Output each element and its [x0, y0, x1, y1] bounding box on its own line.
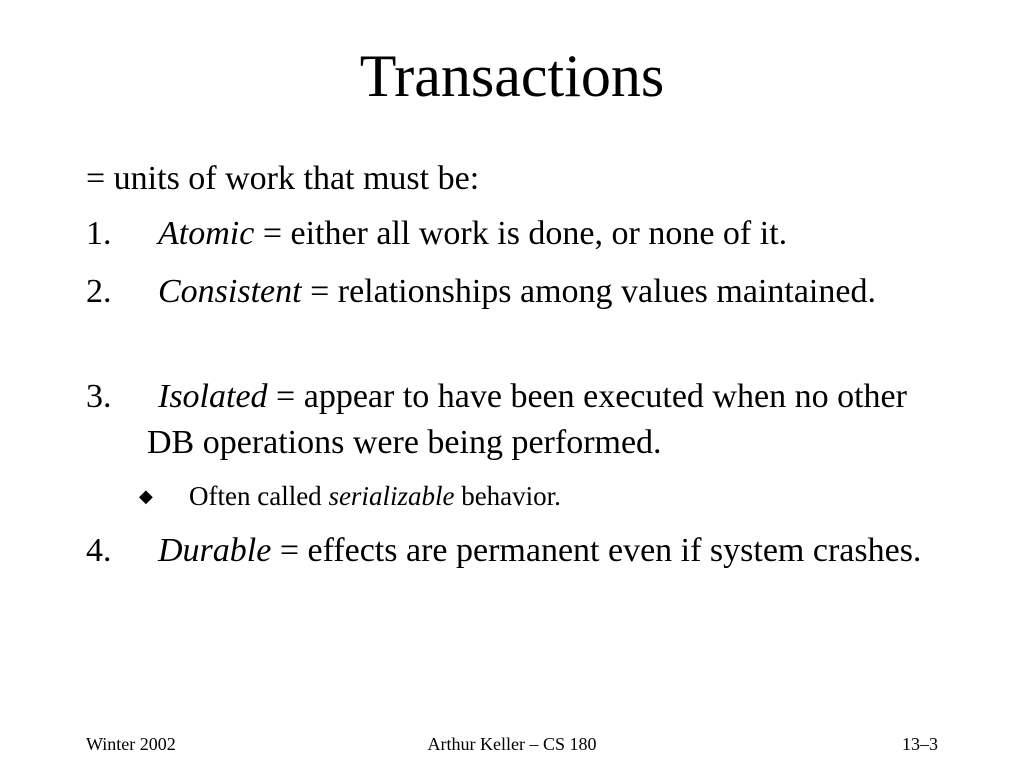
- footer-page-number: 13–3: [902, 734, 938, 754]
- list-item-consistent: [86, 269, 946, 315]
- diamond-bullet-icon: ◆: [139, 486, 153, 507]
- sub-bullet-emphasis: serializable: [328, 481, 455, 511]
- footer-author-course: Arthur Keller – CS 180: [427, 734, 597, 754]
- list-item-text: = either all work is done, or none of it.: [254, 215, 788, 252]
- list-item-body: [147, 374, 946, 466]
- list-item-text: = appear to have been executed when no other DB operations were being performed.: [147, 378, 907, 461]
- list-item-isolated: [86, 374, 946, 466]
- list-item-text: = relationships among values maintained.: [301, 273, 876, 310]
- list-item-number: 1.: [86, 215, 112, 252]
- sub-bullet-suffix: behavior.: [454, 481, 561, 511]
- footer-term: Winter 2002: [86, 734, 176, 754]
- intro-text: = units of work that must be:: [86, 160, 480, 197]
- sub-bullet-serializable: [139, 478, 561, 515]
- list-item-term: Isolated: [158, 378, 268, 415]
- list-item-body: [147, 211, 946, 257]
- list-item-durable: [86, 528, 946, 574]
- list-item-number: 2.: [86, 273, 112, 310]
- list-item-body: [147, 528, 946, 574]
- slide-title: Transactions: [359, 43, 665, 109]
- list-item-term: Durable: [158, 532, 272, 569]
- list-item-term: Atomic: [158, 215, 255, 252]
- list-item-term: Consistent: [158, 273, 302, 310]
- list-item-text: = effects are permanent even if system crashes.: [271, 532, 922, 569]
- sub-bullet-prefix: Often called: [189, 481, 329, 511]
- list-item-body: [147, 269, 946, 315]
- list-item-number: 3.: [86, 378, 112, 415]
- list-item-atomic: [86, 211, 946, 257]
- list-item-number: 4.: [86, 532, 112, 569]
